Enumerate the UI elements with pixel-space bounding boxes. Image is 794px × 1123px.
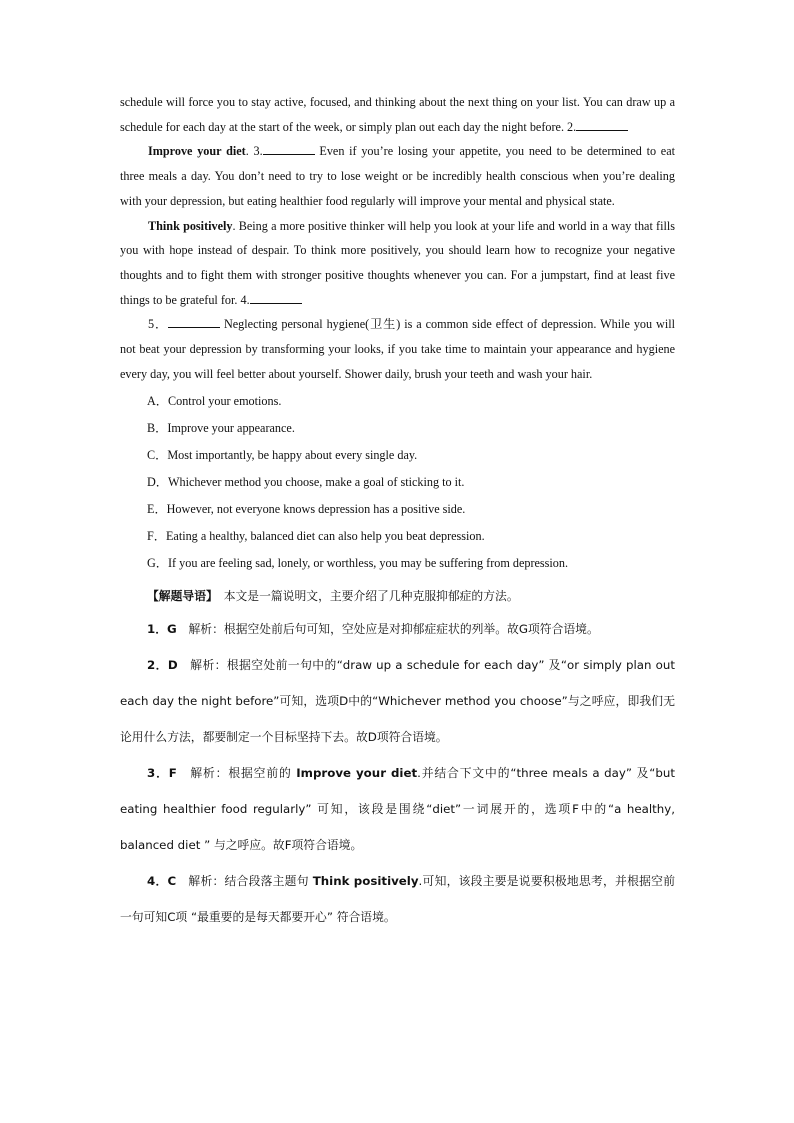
option-a: A．Control your emotions. — [147, 394, 282, 409]
answer-2-text: 解析：根据空处前一句中的“draw up a schedule for each day” 及“or simply plan out each day the night before”可知，选项D中的“Whichever method you choose”与之呼应，即我们无论用什么方法，都要制定一个目标坚持下去。故D项符合语境。 — [120, 658, 675, 745]
answer-1-text: 解析：根据空处前后句可知，空处应是对抑郁症症状的列举。故G项符合语境。 — [176, 622, 599, 637]
blank-2[interactable] — [576, 118, 628, 131]
option-f: F．Eating a healthy, balanced diet can also help you beat depression. — [147, 529, 485, 544]
answer-4-number: 4．C — [147, 874, 177, 889]
blank-3-label: . 3. — [245, 144, 263, 159]
answer-4-text-post: .可知，该段主要是说要积极地思考，并根据空前一句可知C项 “最重要的是每天都要开心” 符合语境。 — [120, 874, 675, 925]
paragraph-text: Even if you’re losing your appetite, you need to be determined to eat three meals a day. You don’t need to try to lose weight or be incredibly health conscious when you’re dealing with your depression, but eating healthier food regularly will improve your mental and physical state. — [120, 144, 676, 208]
answer-4 — [120, 863, 675, 935]
options-list — [120, 388, 675, 577]
option-g: G．If you are feeling sad, lonely, or worthless, you may be suffering from depression. — [147, 556, 569, 571]
blank-5-label: 5． — [148, 317, 169, 332]
paragraph-diet — [120, 139, 675, 213]
option-e: E．However, not everyone knows depression has a positive side. — [147, 502, 466, 517]
answer-2-number: 2．D — [147, 658, 178, 673]
option-d: D．Whichever method you choose, make a goal of sticking to it. — [147, 475, 465, 490]
answer-4-text-pre: 解析：结合段落主题句 — [176, 874, 313, 889]
answer-3-number: 3．F — [147, 766, 177, 781]
guide-section — [147, 581, 675, 611]
answer-4-bold: Think positively — [312, 874, 419, 889]
heading-think-positively: Think positively — [148, 218, 233, 233]
option-c: C．Most importantly, be happy about every single day. — [147, 448, 418, 463]
guide-text: 本文是一篇说明文，主要介绍了几种克服抑郁症的方法。 — [211, 589, 519, 604]
answer-2 — [120, 647, 675, 755]
answer-1 — [120, 611, 675, 647]
answer-3-text-post: .并结合下文中的“three meals a day” 及“but eating healthier food regularly” 可知，该段是围绕“diet”一词展开的，选项F中的“a healthy, balanced diet ” 与之呼应。故F项符合语境。 — [120, 766, 675, 853]
document-page — [120, 90, 675, 935]
paragraph-hygiene — [120, 312, 675, 386]
paragraph-positive — [120, 214, 675, 313]
blank-4[interactable] — [250, 291, 302, 304]
guide-label: 【解题导语】 — [147, 589, 212, 604]
answer-3-text-pre: 解析：根据空前的 — [176, 766, 297, 781]
paragraph-text: . Being a more positive thinker will help you look at your life and world in a way that fills you with hope instead of despair. To think more positively, you should learn how to recognize your negative thoughts and to fight them with stronger positive thoughts whenever you can. For a jumpstart, find at least five things to be grateful for. 4. — [120, 218, 676, 307]
paragraph-text: Neglecting personal hygiene(卫生) is a common side effect of depression. While you will not beat your depression by transforming your looks, if you take time to maintain your appearance and hygiene every day, you will feel better about yourself. Shower daily, brush your teeth and wash your hair. — [120, 317, 675, 381]
heading-improve-diet: Improve your diet — [148, 144, 246, 159]
answer-1-number: 1．G — [147, 622, 177, 637]
blank-3[interactable] — [263, 142, 315, 155]
answer-3-bold: Improve your diet — [296, 766, 418, 781]
paragraph-text: schedule will force you to stay active, focused, and thinking about the next thing on your list. You can draw up a schedule for each day at the start of the week, or simply plan out each day the night before. 2. — [120, 95, 675, 134]
answer-3 — [120, 755, 675, 863]
blank-5[interactable] — [168, 315, 220, 328]
paragraph-schedule — [120, 90, 675, 139]
option-b: B．Improve your appearance. — [147, 421, 295, 436]
